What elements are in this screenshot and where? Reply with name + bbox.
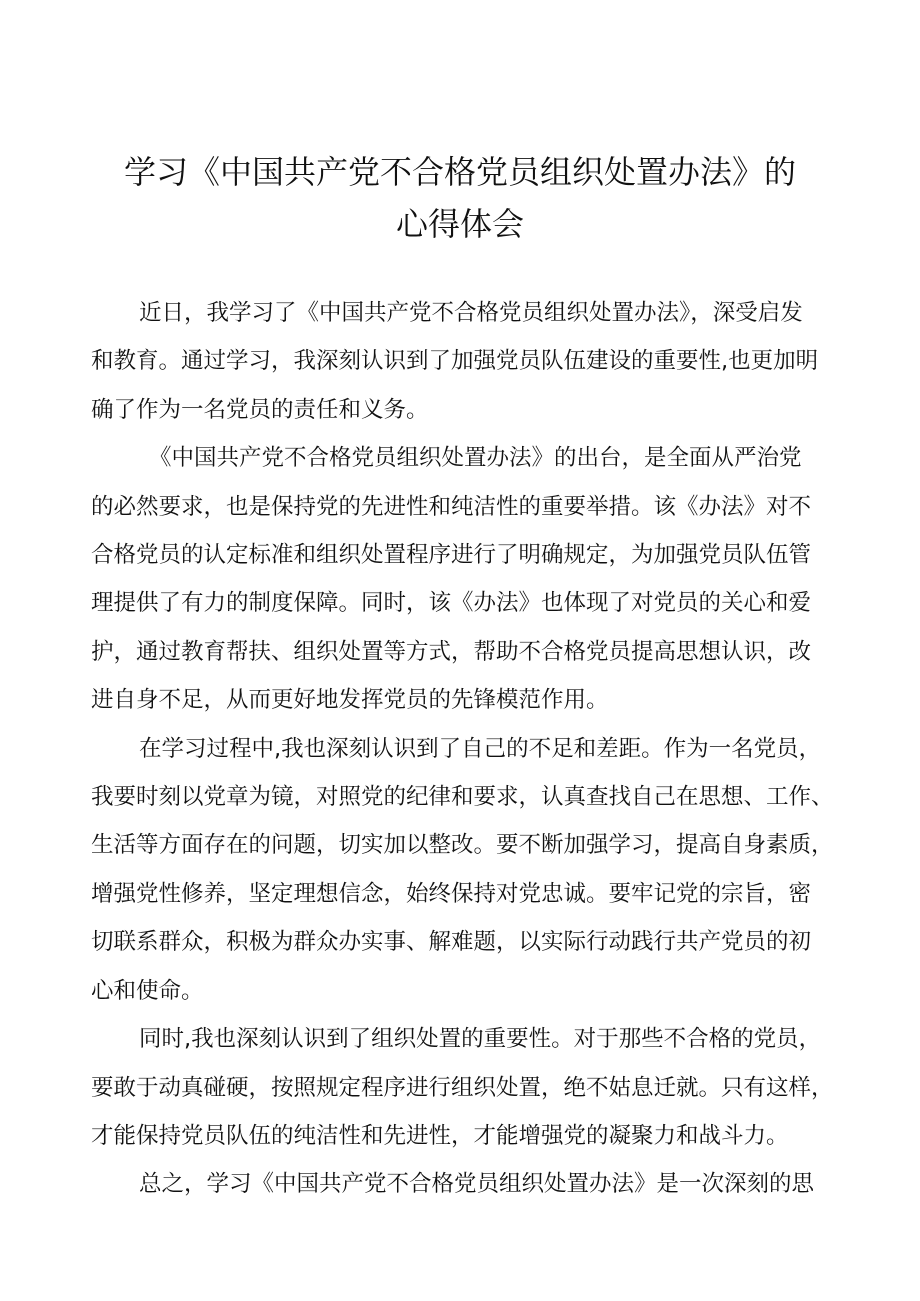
paragraph-line: 合格党员的认定标准和组织处置程序进行了明确规定，为加强党员队伍管 — [91, 542, 812, 569]
paragraph-line: 在学习过程中,我也深刻认识到了自己的不足和差距。作为一名党员， — [139, 735, 822, 762]
paragraph-line: 增强党性修养，坚定理想信念，始终保持对党忠诚。要牢记党的宗旨，密 — [91, 880, 812, 907]
paragraph-line: 近日，我学习了《中国共产党不合格党员组织处置办法》，深受启发 — [139, 300, 803, 326]
paragraph-3 — [91, 725, 833, 1015]
paragraph-line: 理提供了有力的制度保障。同时，该《办法》也体现了对党员的关心和爱 — [91, 590, 812, 617]
paragraph-line: 进自身不足，从而更好地发挥党员的先锋模范作用。 — [91, 687, 609, 714]
paragraph-2 — [91, 434, 833, 724]
paragraph-line: 的必然要求，也是保持党的先进性和纯洁性的重要举措。该《办法》对不 — [91, 493, 812, 520]
title-line-2: 心得体会 — [395, 205, 524, 243]
paragraph-line: 才能保持党员队伍的纯洁性和先进性，才能增强党的凝聚力和战斗力。 — [91, 1122, 789, 1149]
paragraph-line: 确了作为一名党员的责任和义务。 — [91, 396, 429, 423]
paragraph-line: 要敢于动真碰硬，按照规定程序进行组织处置，绝不姑息迁就。只有这样， — [91, 1074, 834, 1101]
paragraph-line: 和教育。通过学习，我深刻认识到了加强党员队伍建设的重要性,也更加明 — [91, 348, 819, 375]
paragraph-line: 心和使命。 — [91, 977, 204, 1004]
paragraph-line: 生活等方面存在的问题，切实加以整改。要不断加强学习，提高自身素质， — [91, 832, 834, 859]
title-line-1: 学习《中国共产党不合格党员组织处置办法》的 — [123, 153, 796, 191]
paragraph-1 — [91, 289, 833, 434]
paragraph-line: 总之，学习《中国共产党不合格党员组织处置办法》是一次深刻的思 — [139, 1171, 815, 1198]
paragraph-line: 护，通过教育帮扶、组织处置等方式，帮助不合格党员提高思想认识，改 — [91, 638, 812, 665]
page-title — [90, 146, 830, 250]
paragraph-4 — [91, 1015, 833, 1160]
paragraph-line: 同时,我也深刻认识到了组织处置的重要性。对于那些不合格的党员， — [139, 1026, 822, 1053]
paragraph-5 — [91, 1160, 833, 1208]
document-body — [91, 289, 833, 1209]
paragraph-line: 切联系群众，积极为群众办实事、解难题，以实际行动践行共产党员的初 — [91, 929, 812, 956]
paragraph-line: 《中国共产党不合格党员组织处置办法》的出台，是全面从严治党 — [149, 445, 802, 472]
paragraph-line: 我要时刻以党章为镜，对照党的纪律和要求，认真查找自己在思想、工作、 — [91, 784, 834, 811]
